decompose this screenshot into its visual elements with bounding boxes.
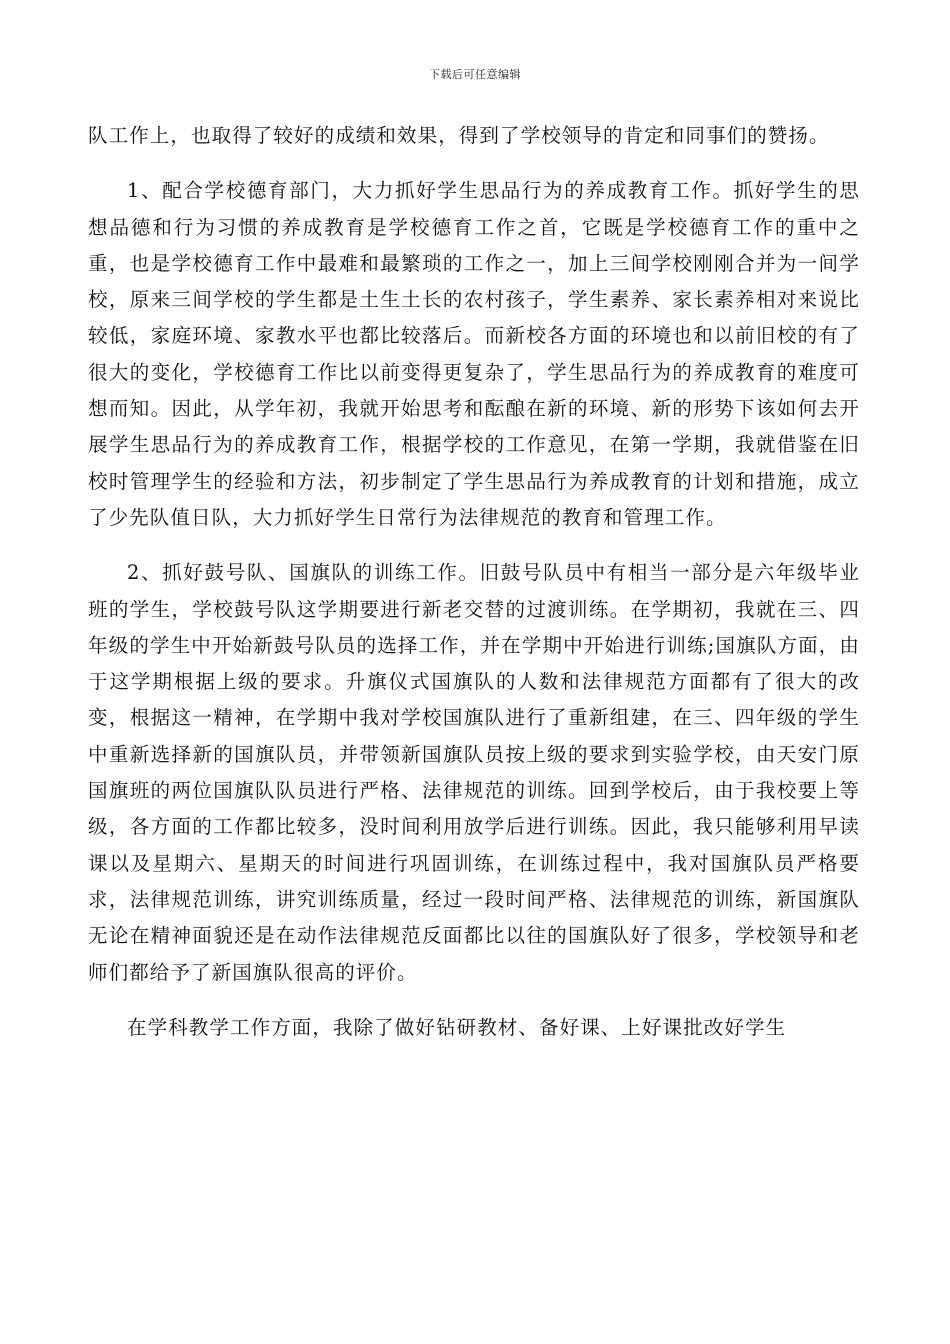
header-note: 下载后可任意编辑 bbox=[429, 68, 521, 81]
document-body bbox=[88, 118, 860, 1046]
paragraph-continuation: 队工作上，也取得了较好的成绩和效果，得到了学校领导的肯定和同事们的赞扬。 bbox=[88, 124, 830, 147]
paragraph-teaching: 在学科教学工作方面，我除了做好钻研教材、备好课、上好课批改好学生 bbox=[127, 1015, 787, 1039]
paragraph-item-1: 1、配合学校德育部门，大力抓好学生思品行为的养成教育工作。抓好学生的思想品德和行为习惯的养成教育是学校德育工作之首，它既是学校德育工作的重中之重，也是学校德育工作中最难和最繁琐的工作之一，加上三间学校刚刚合并为一间学校，原来三间学校的学生都是土生土长的农村孩子，学生素养、家长素养相对来说比较低，家庭环境、家教水平也都比较落后。而新校各方面的环境也和以前旧校的有了很大的变化，学校德育工作比以前变得更复杂了，学生思品行为的养成教育的难度可想而知。因此，从学年初，我就开始思考和酝酿在新的环境、新的形势下该如何去开展学生思品行为的养成教育工作，根据学校的工作意见，在第一学期，我就借鉴在旧校时管理学生的经验和方法，初步制定了学生思品行为养成教育的计划和措施，成立了少先队值日队，大力抓好学生日常行为法律规范的教育和管理工作。 bbox=[88, 179, 860, 529]
paragraph-item-2: 2、抓好鼓号队、国旗队的训练工作。旧鼓号队员中有相当一部分是六年级毕业班的学生，学校鼓号队这学期要进行新老交替的过渡训练。在学期初，我就在三、四年级的学生中开始新鼓号队员的选择工作，并在学期中开始进行训练;国旗队方面，由于这学期根据上级的要求。升旗仪式国旗队的人数和法律规范方面都有了很大的改变，根据这一精神，在学期中我对学校国旗队进行了重新组建，在三、四年级的学生中重新选择新的国旗队员，并带领新国旗队员按上级的要求到实验学校，由天安门原国旗班的两位国旗队队员进行严格、法律规范的训练。回到学校后，由于我校要上等级，各方面的工作都比较多，没时间利用放学后进行训练。因此，我只能够利用早读课以及星期六、星期天的时间进行巩固训练，在训练过程中，我对国旗队员严格要求，法律规范训练，讲究训练质量，经过一段时间严格、法律规范的训练，新国旗队无论在精神面貌还是在动作法律规范反面都比以往的国旗队好了很多，学校领导和老师们都给予了新国旗队很高的评价。 bbox=[88, 561, 860, 984]
